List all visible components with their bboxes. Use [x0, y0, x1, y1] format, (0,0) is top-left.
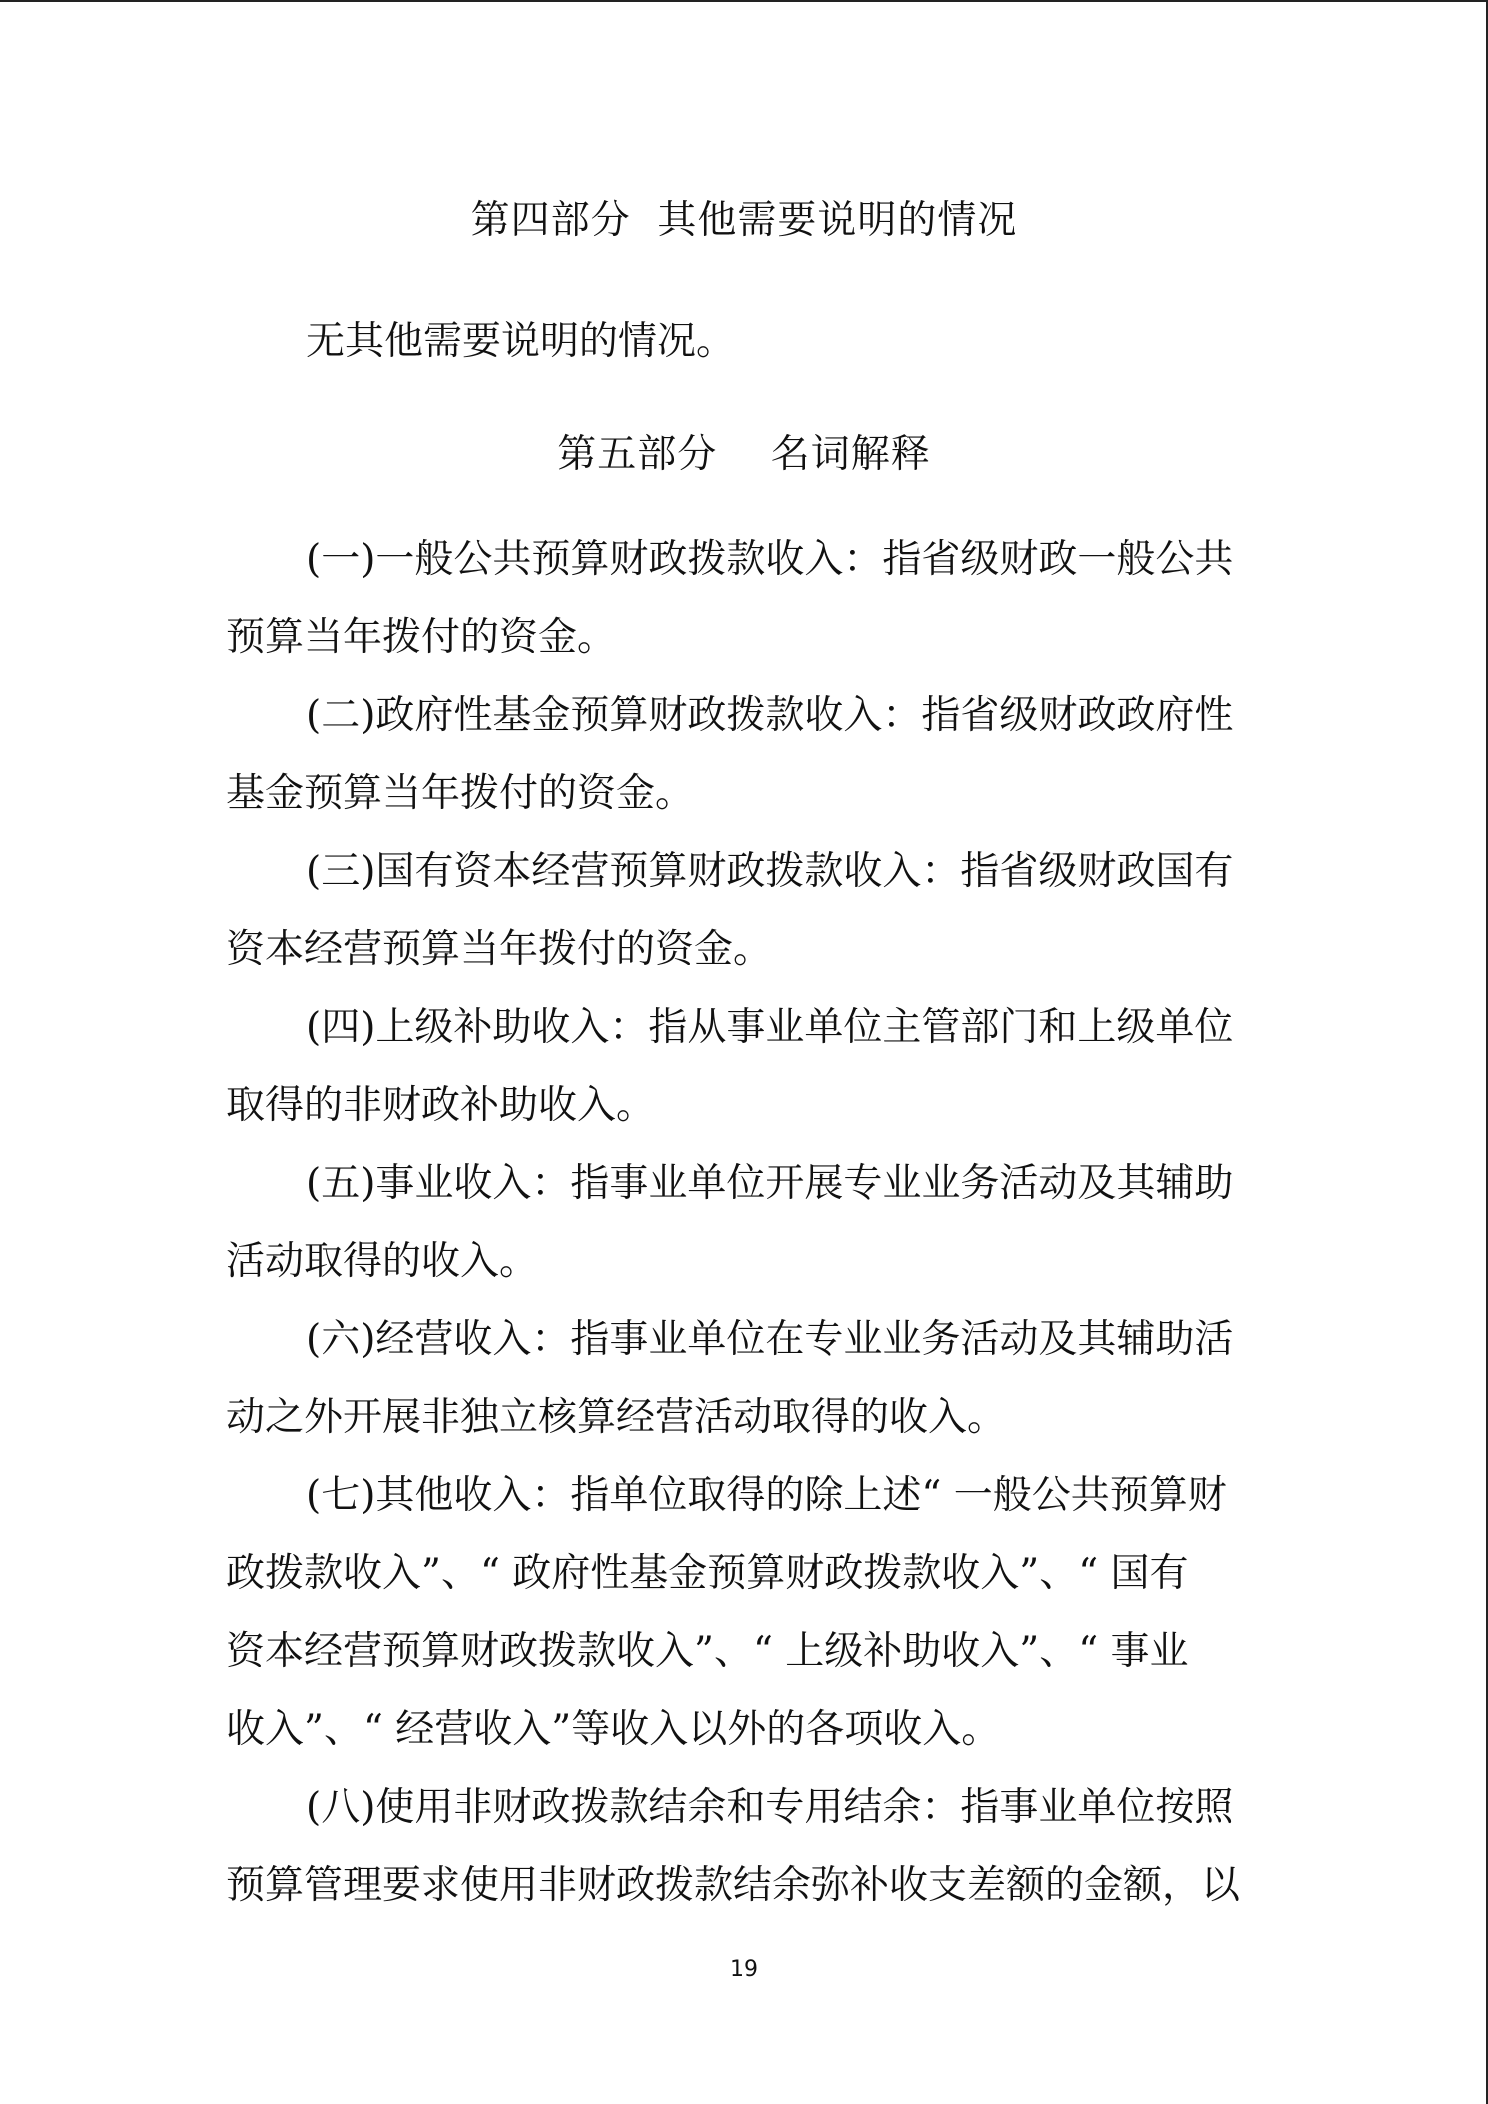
- definition-7-line-2: 政拨款收入”、“ 政府性基金预算财政拨款收入”、“ 国有: [226, 1551, 1189, 1596]
- definition-6-line-2: 动之外开展非独立核算经营活动取得的收入。: [226, 1395, 1007, 1440]
- section-heading-part4: 第四部分 其他需要说明的情况: [470, 198, 1018, 243]
- definition-6-line-1: (六)经营收入：指事业单位在专业业务活动及其辅助活: [306, 1317, 1234, 1362]
- definition-1-line-2: 预算当年拨付的资金。: [226, 615, 617, 660]
- definition-4-line-2: 取得的非财政补助收入。: [226, 1083, 656, 1128]
- definition-2-line-2: 基金预算当年拨付的资金。: [226, 771, 695, 816]
- definition-5-line-1: (五)事业收入：指事业单位开展专业业务活动及其辅助: [306, 1161, 1234, 1206]
- definition-2-line-1: (二)政府性基金预算财政拨款收入：指省级财政政府性: [306, 693, 1234, 738]
- definition-8-line-2: 预算管理要求使用非财政拨款结余弥补收支差额的金额，以: [226, 1863, 1241, 1908]
- definition-3-line-1: (三)国有资本经营预算财政拨款收入：指省级财政国有: [306, 849, 1234, 894]
- definition-1-line-1: (一)一般公共预算财政拨款收入：指省级财政一般公共: [306, 537, 1234, 582]
- definition-7-line-4: 收入”、“ 经营收入”等收入以外的各项收入。: [226, 1707, 1001, 1752]
- page-number: 19: [730, 1957, 758, 1982]
- section-heading-part5: 第五部分 名词解释: [557, 432, 931, 477]
- definition-7-line-1: (七)其他收入：指单位取得的除上述“ 一般公共预算财: [306, 1473, 1227, 1518]
- definition-3-line-2: 资本经营预算当年拨付的资金。: [226, 927, 773, 972]
- definition-5-line-2: 活动取得的收入。: [226, 1239, 539, 1284]
- part4-body-text: 无其他需要说明的情况。: [306, 319, 736, 364]
- definition-8-line-1: (八)使用非财政拨款结余和专用结余：指事业单位按照: [306, 1785, 1234, 1830]
- definition-4-line-1: (四)上级补助收入：指从事业单位主管部门和上级单位: [306, 1005, 1234, 1050]
- definition-7-line-3: 资本经营预算财政拨款收入”、“ 上级补助收入”、“ 事业: [226, 1629, 1189, 1674]
